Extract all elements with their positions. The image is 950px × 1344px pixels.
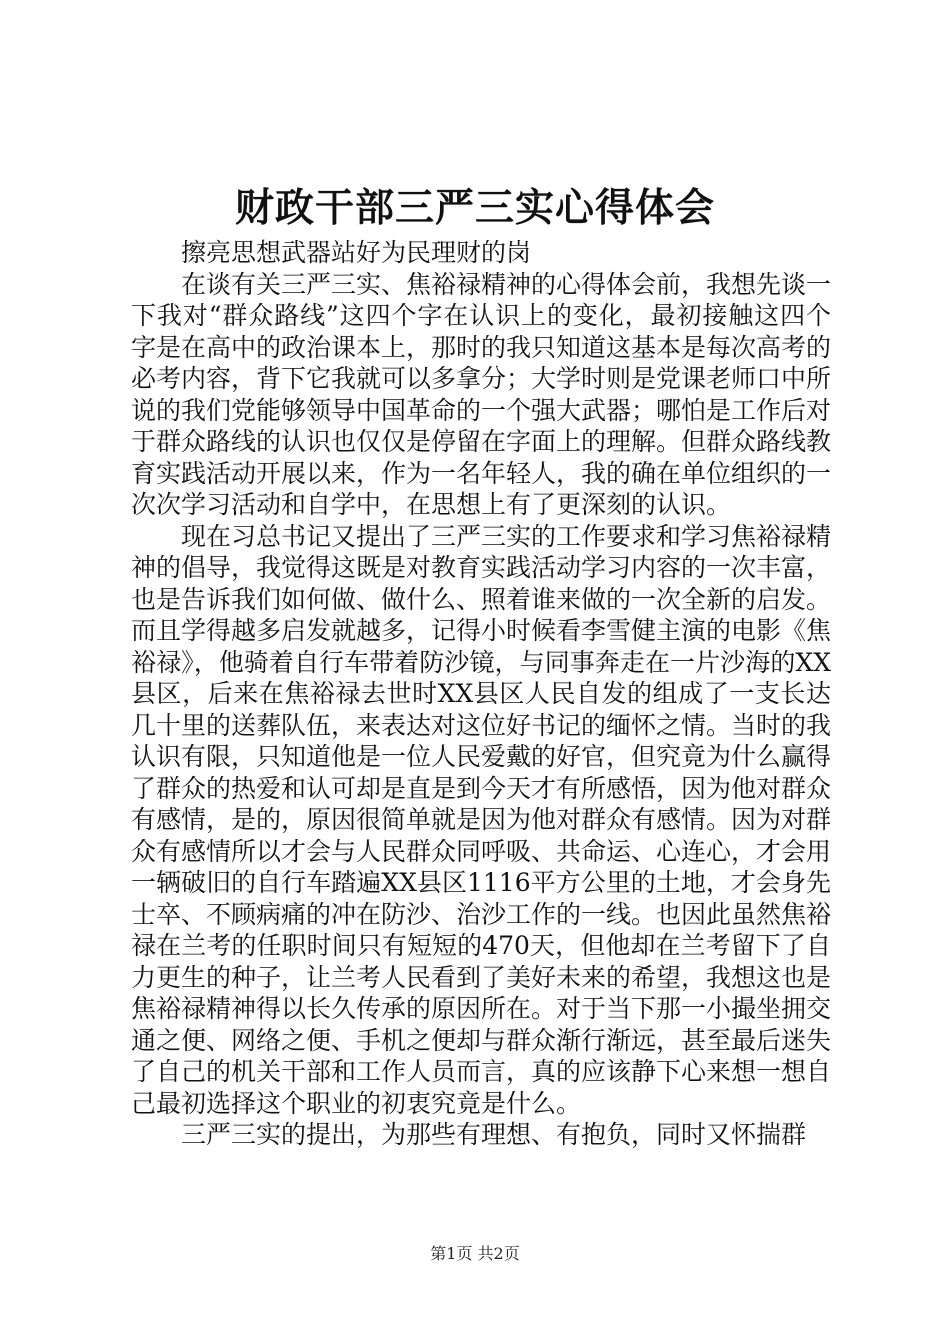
document-body: [131, 237, 831, 1151]
document-title: 财政干部三严三实心得体会: [234, 185, 715, 231]
page-footer: 第1页 共2页: [430, 1244, 520, 1263]
document-subtitle: 擦亮思想武器站好为民理财的岗: [181, 238, 532, 267]
paragraph: 三严三实的提出，为那些有理想、有抱负，同时又怀揣群: [181, 1120, 807, 1149]
paragraph: 在谈有关三严三实、焦裕禄精神的心得体会前，我想先谈一下我对“群众路线”这四个字在认识上的变化，最初接触这四个字是在高中的政治课本上，那时的我只知道这基本是每次高考的必考内容，背下它我就可以多拿分；大学时则是党课老师口中所说的我们党能够领导中国革命的一个强大武器；哪怕是工作后对于群众路线的认识也仅仅是停留在字面上的理解。但群众路线教育实践活动开展以来，作为一名年轻人，我的确在单位组织的一次次学习活动和自学中，在思想上有了更深刻的认识。: [131, 269, 832, 519]
paragraph: 现在习总书记又提出了三严三实的工作要求和学习焦裕禄精神的倡导，我觉得这既是对教育实践活动学习内容的一次丰富，也是告诉我们如何做、做什么、照着谁来做的一次全新的启发。而且学得越多启发就越多，记得小时候看李雪健主演的电影《焦裕禄》，他骑着自行车带着防沙镜，与同事奔走在一片沙海的XX县区，后来在焦裕禄去世时XX县区人民自发的组成了一支长达几十里的送葬队伍，来表达对这位好书记的缅怀之情。当时的我认识有限，只知道他是一位人民爱戴的好官，但究竟为什么赢得了群众的热爱和认可却是直是到今天才有所感悟，因为他对群众有感情，是的，原因很简单就是因为他对群众有感情。因为对群众有感情所以才会与人民群众同呼吸、共命运、心连心，才会用一辆破旧的自行车踏遍XX县区1116平方公里的土地，才会身先士卒、不顾病痛的冲在防沙、治沙工作的一线。也因此虽然焦裕禄在兰考的任职时间只有短短的470天，但他却在兰考留下了自力更生的种子，让兰考人民看到了美好未来的希望，我想这也是焦裕禄精神得以长久传承的原因所在。对于当下那一小撮坐拥交通之便、网络之便、手机之便却与群众渐行渐远，甚至最后迷失了自己的机关干部和工作人员而言，真的应该静下心来想一想自己最初选择这个职业的初衷究竟是什么。: [131, 521, 832, 1118]
